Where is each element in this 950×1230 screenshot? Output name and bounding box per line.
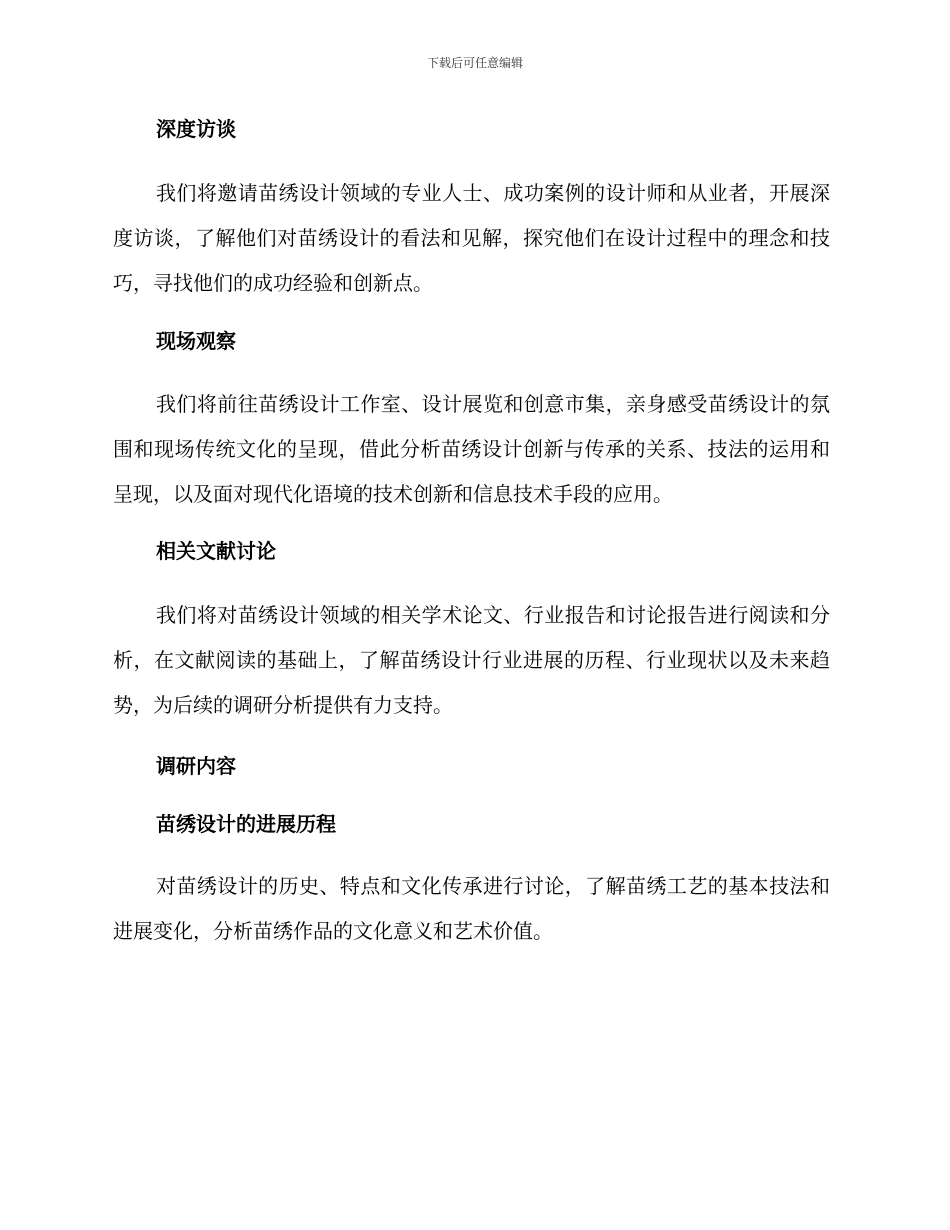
section-heading-literature-discussion: 相关文献讨论 (156, 539, 276, 563)
header-note: 下载后可任意编辑 (426, 56, 523, 70)
section-heading-research-content: 调研内容 (156, 754, 236, 778)
section-heading-in-depth-interview: 深度访谈 (156, 117, 236, 141)
section-paragraph-in-depth-interview: 我们将邀请苗绣设计领域的专业人士、成功案例的设计师和从业者，开展深度访谈，了解他们对苗绣设计的看法和见解，探究他们在设计过程中的理念和技巧，寻找他们的成功经验和创新点。 (113, 181, 830, 295)
section-paragraph-development-history: 对苗绣设计的历史、特点和文化传承进行讨论，了解苗绣工艺的基本技法和进展变化，分析苗绣作品的文化意义和艺术价值。 (113, 874, 830, 943)
document-body (113, 112, 830, 954)
section-heading-field-observation: 现场观察 (156, 329, 236, 353)
section-paragraph-field-observation: 我们将前往苗绣设计工作室、设计展览和创意市集，亲身感受苗绣设计的氛围和现场传统文化的呈现，借此分析苗绣设计创新与传承的关系、技法的运用和呈现，以及面对现代化语境的技术创新和信息技术手段的应用。 (113, 392, 830, 506)
section-heading-development-history: 苗绣设计的进展历程 (156, 812, 336, 836)
section-paragraph-literature-discussion: 我们将对苗绣设计领域的相关学术论文、行业报告和讨论报告进行阅读和分析，在文献阅读的基础上，了解苗绣设计行业进展的历程、行业现状以及未来趋势，为后续的调研分析提供有力支持。 (113, 603, 830, 717)
